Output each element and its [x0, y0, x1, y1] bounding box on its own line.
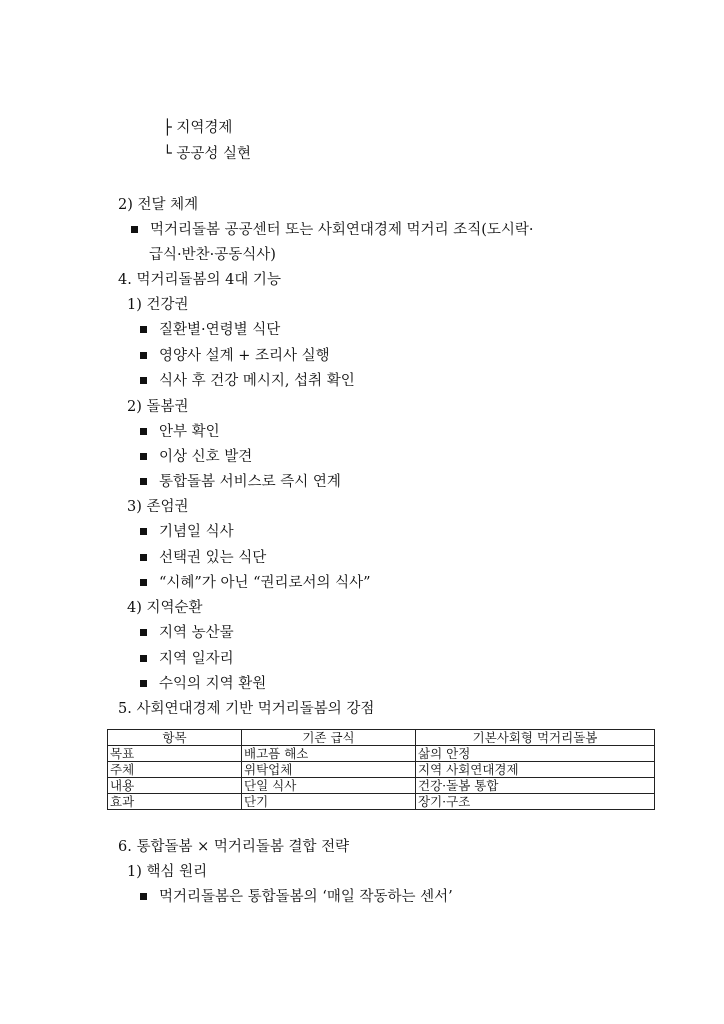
table-cell: 삶의 안정: [416, 746, 655, 762]
section-heading: 5. 사회연대경제 기반 먹거리돌봄의 강점: [118, 701, 375, 717]
table-header-row: [108, 730, 655, 746]
bullet-text: 먹거리돌봄은 통합돌봄의 ‘매일 작동하는 센서’: [159, 889, 453, 905]
square-bullet-icon: [140, 428, 147, 435]
square-bullet-icon: [140, 629, 147, 636]
bullet-item: [140, 573, 371, 593]
bullet-item: [140, 623, 234, 643]
table-cell: 배고픔 해소: [242, 746, 416, 762]
table-cell: 목표: [108, 746, 242, 762]
table-header-cell: 항목: [108, 730, 242, 746]
square-bullet-icon: [140, 893, 147, 900]
bullet-text: 안부 확인: [159, 424, 220, 440]
table-cell: 위탁업체: [242, 762, 416, 778]
bullet-text: 영양사 설계 + 조리사 실행: [159, 348, 330, 364]
table-cell: 주체: [108, 762, 242, 778]
table-row: [108, 778, 655, 794]
table-row: [108, 746, 655, 762]
square-bullet-icon: [140, 326, 147, 333]
table-cell: 건강·돌봄 통합: [416, 778, 655, 794]
bullet-text: 먹거리돌봄 공공센터 또는 사회연대경제 먹거리 조직(도시락·: [150, 222, 534, 238]
table-cell: 단일 식사: [242, 778, 416, 794]
square-bullet-icon: [140, 352, 147, 359]
group-title: 1) 건강권: [127, 297, 189, 313]
bullet-text: “시혜”가 아닌 “권리로서의 식사”: [159, 575, 371, 591]
table-row: [108, 762, 655, 778]
table-row: [108, 794, 655, 810]
group-title: 4) 지역순환: [127, 600, 203, 616]
section-heading: 6. 통합돌봄 × 먹거리돌봄 결합 전략: [118, 839, 350, 855]
square-bullet-icon: [140, 453, 147, 460]
square-bullet-icon: [131, 226, 138, 233]
bullet-item: [140, 447, 252, 467]
bullet-item: [140, 522, 234, 542]
group-title: 2) 돌봄권: [127, 399, 189, 415]
section-heading: 2) 전달 체계: [118, 197, 199, 213]
bullet-item: [140, 371, 355, 391]
bullet-text: 이상 신호 발견: [159, 449, 253, 465]
square-bullet-icon: [140, 377, 147, 384]
bullet-text: 지역 일자리: [159, 651, 234, 667]
bullet-text: 기념일 식사: [159, 524, 234, 540]
bullet-item: [140, 320, 280, 340]
tree-item: ├ 지역경제: [163, 120, 233, 136]
group-title: 3) 존엄권: [127, 499, 189, 515]
bullet-text: 수익의 지역 환원: [159, 676, 267, 692]
square-bullet-icon: [140, 528, 147, 535]
comparison-table: [107, 729, 655, 810]
bullet-item: [140, 472, 341, 492]
table-header-cell: 기존 급식: [242, 730, 416, 746]
bullet-item: [140, 649, 234, 669]
table-cell: 단기: [242, 794, 416, 810]
table-header-cell: 기본사회형 먹거리돌봄: [416, 730, 655, 746]
square-bullet-icon: [140, 554, 147, 561]
bullet-continuation: 급식·반찬·공동식사): [149, 247, 276, 263]
bullet-item: [131, 220, 534, 240]
tree-item: └ 공공성 실현: [163, 146, 251, 162]
bullet-text: 식사 후 건강 메시지, 섭취 확인: [159, 373, 355, 389]
bullet-text: 통합돌봄 서비스로 즉시 연계: [159, 474, 341, 490]
bullet-text: 선택권 있는 식단: [159, 550, 267, 566]
bullet-item: [140, 346, 330, 366]
square-bullet-icon: [140, 478, 147, 485]
table-cell: 장기·구조: [416, 794, 655, 810]
section-heading: 4. 먹거리돌봄의 4대 기능: [118, 272, 281, 288]
bullet-item: [140, 422, 220, 442]
square-bullet-icon: [140, 579, 147, 586]
bullet-item: [140, 674, 266, 694]
square-bullet-icon: [140, 655, 147, 662]
bullet-item: [140, 887, 453, 907]
group-title: 1) 핵심 원리: [127, 864, 208, 880]
table-cell: 효과: [108, 794, 242, 810]
bullet-text: 질환별·연령별 식단: [159, 322, 281, 338]
bullet-item: [140, 548, 266, 568]
table-cell: 지역 사회연대경제: [416, 762, 655, 778]
square-bullet-icon: [140, 680, 147, 687]
bullet-text: 지역 농산물: [159, 625, 234, 641]
table-cell: 내용: [108, 778, 242, 794]
